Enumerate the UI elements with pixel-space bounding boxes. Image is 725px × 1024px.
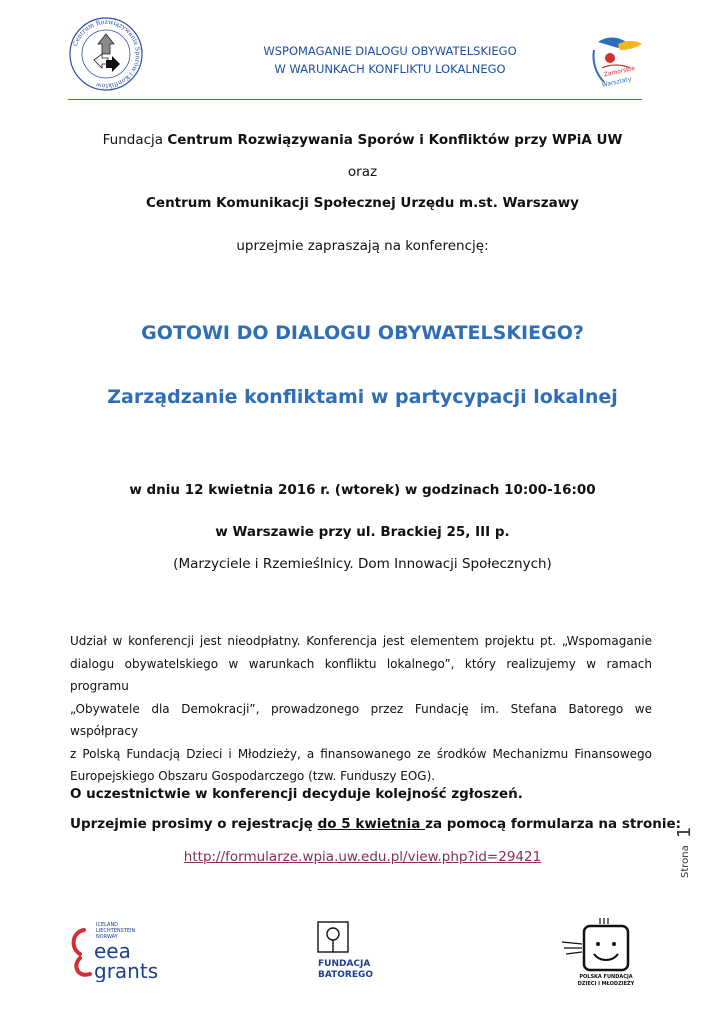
pfdm-logo — [560, 914, 640, 990]
conference-subtitle: Zarządzanie konfliktami w partycypacji lokalnej — [107, 386, 618, 408]
svg-text:grants: grants — [94, 959, 159, 982]
zamorskie-logo — [588, 34, 646, 96]
registration-request — [70, 816, 681, 832]
paragraph-line: z Polską Fundacją Dzieci i Młodzieży, a finansowanego ze środków Mechanizmu Finansowego — [70, 746, 652, 761]
svg-text:NORWAY: NORWAY — [96, 934, 118, 940]
svg-text:Zamorskie: Zamorskie — [603, 65, 636, 79]
conference-title: GOTOWI DO DIALOGU OBYWATELSKIEGO? — [141, 322, 584, 344]
intro-and: oraz — [347, 164, 378, 180]
batory-logo — [316, 920, 376, 984]
paragraph-line: dialogu obywatelskiego w warunkach konfliktu lokalnego”, który realizujemy w ramach programu — [70, 656, 652, 693]
paragraph-line: „Obywatele dla Demokracji”, prowadzonego przez Fundację im. Stefana Batorego we współpracy — [70, 701, 652, 738]
svg-text:DZIECI I MŁODZIEŻY: DZIECI I MŁODZIEŻY — [577, 981, 635, 987]
registration-order: O uczestnictwie w konferencji decyduje kolejność zgłoszeń. — [70, 786, 523, 802]
registration-link[interactable]: http://formularze.wpia.uw.edu.pl/view.php?id=29421 — [183, 849, 542, 865]
svg-text:LIECHTENSTEIN: LIECHTENSTEIN — [96, 928, 136, 934]
crsik-logo — [68, 16, 144, 92]
header-line-2: W WARUNKACH KONFLIKTU LOKALNEGO — [274, 62, 506, 76]
svg-text:Warsztaty: Warsztaty — [601, 75, 632, 89]
request-after: za pomocą formularza na stronie: — [425, 816, 682, 832]
paragraph-line: Europejskiego Obszaru Gospodarczego (tzw. Funduszy EOG). — [70, 769, 436, 783]
event-venue: (Marzyciele i Rzemieślnicy. Dom Innowacji Społecznych) — [173, 556, 552, 572]
svg-text:BATOREGO: BATOREGO — [318, 970, 374, 980]
header-line-1: WSPOMAGANIE DIALOGU OBYWATELSKIEGO — [263, 44, 517, 58]
svg-text:ICELAND: ICELAND — [96, 922, 119, 928]
header-divider — [68, 99, 642, 100]
svg-text:eea: eea — [94, 939, 131, 963]
event-date: w dniu 12 kwietnia 2016 r. (wtorek) w godzinach 10:00-16:00 — [129, 482, 596, 498]
eea-grants-logo — [68, 918, 168, 982]
svg-text:Strona: Strona — [680, 845, 691, 878]
paragraph-line: Udział w konferencji jest nieodpłatny. Konferencja jest elementem projektu pt. „Wspomaganie — [70, 634, 652, 648]
org2: Centrum Komunikacji Społecznej Urzędu m.st. Warszawy — [146, 195, 579, 211]
intro-prefix: Fundacja — [102, 132, 168, 148]
request-deadline: do 5 kwietnia — [317, 816, 426, 832]
svg-text:POLSKA FUNDACJA: POLSKA FUNDACJA — [579, 974, 633, 980]
org1: Centrum Rozwiązywania Sporów i Konfliktów przy WPiA UW — [167, 132, 623, 148]
event-place: w Warszawie przy ul. Brackiej 25, III p. — [215, 524, 510, 540]
intro-line — [0, 132, 725, 148]
svg-text:Centrum Rozwiązywania Sporów i: Centrum Rozwiązywania Sporów i Konfliktów — [72, 18, 142, 90]
page-number — [674, 820, 698, 880]
svg-text:1: 1 — [674, 826, 695, 838]
request-before: Uprzejmie prosimy o rejestrację — [70, 816, 318, 832]
svg-text:FUNDACJA: FUNDACJA — [318, 959, 371, 969]
invite-text: uprzejmie zapraszają na konferencję: — [236, 238, 489, 254]
description-paragraph — [70, 630, 652, 788]
